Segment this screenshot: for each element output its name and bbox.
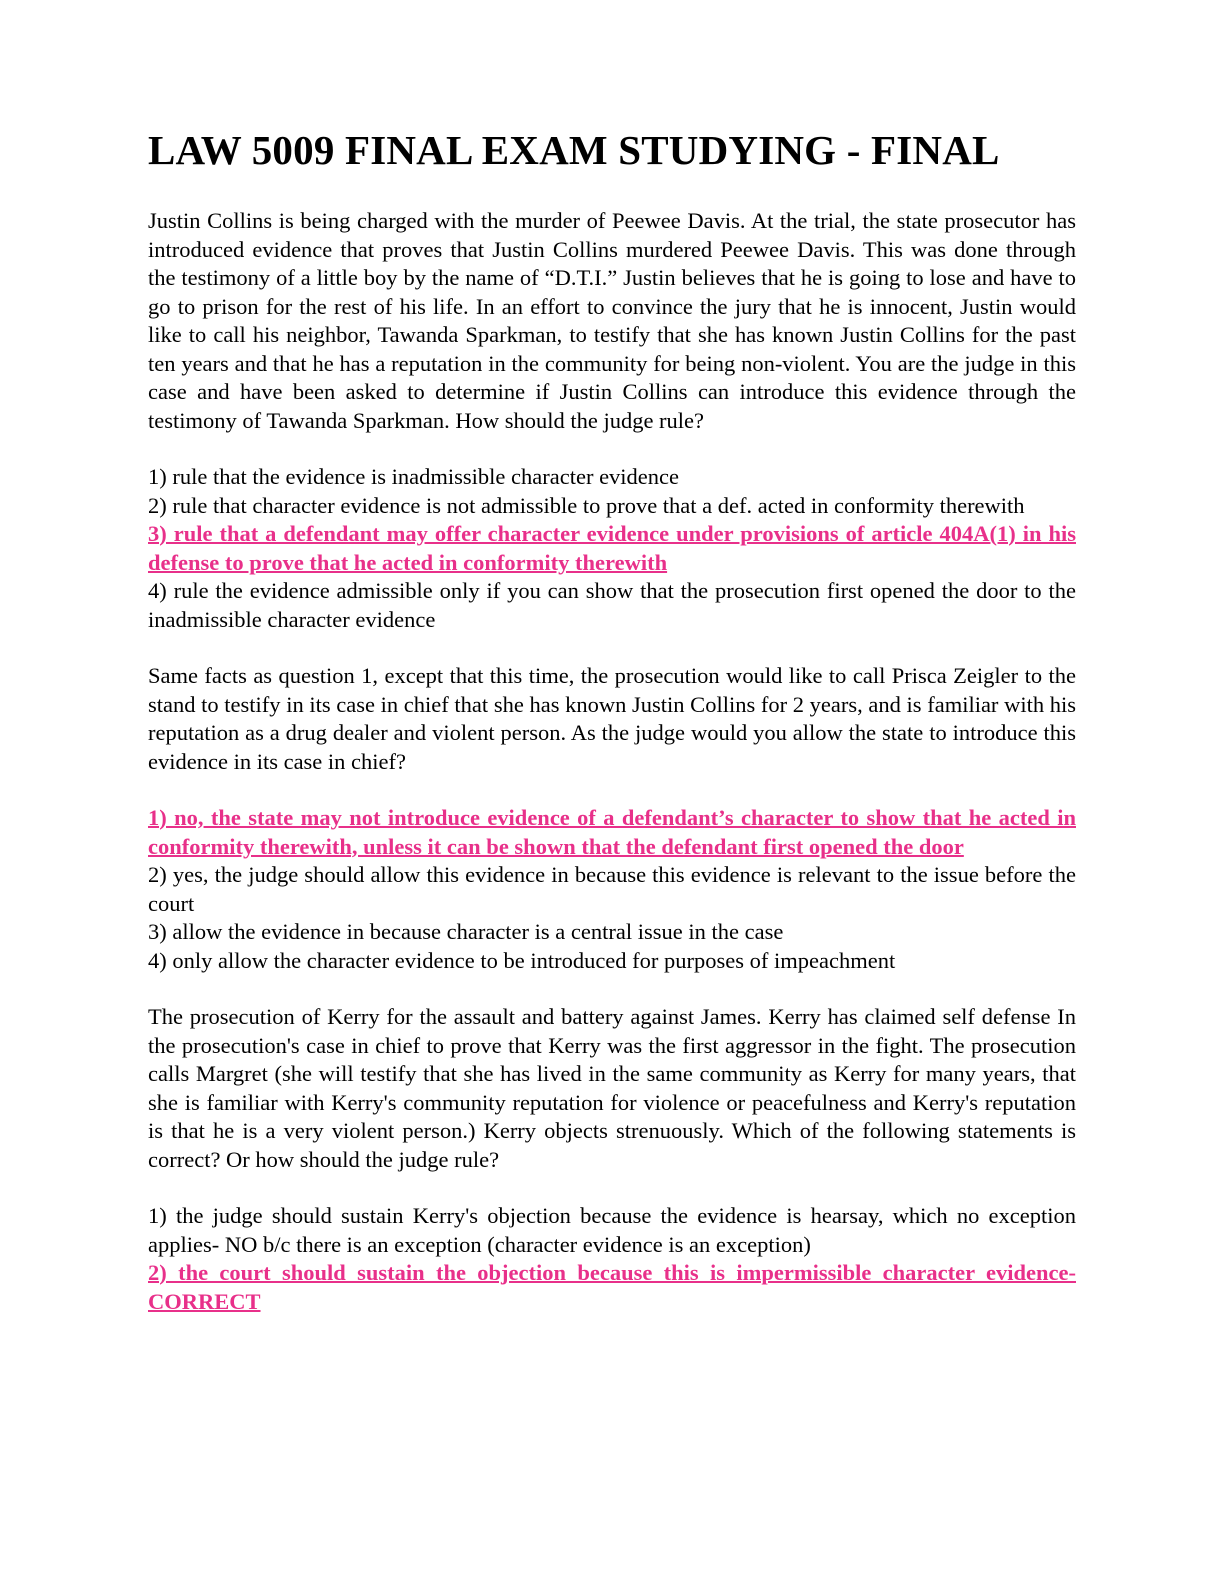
spacer (148, 776, 1076, 804)
option-1-4[interactable]: 4) rule the evidence admissible only if you can show that the prosecution first opened the door to the inadmissible character evidence (148, 578, 1076, 632)
page-title: LAW 5009 FINAL EXAM STUDYING - FINAL (148, 127, 1000, 173)
option-1-3[interactable]: 3) rule that a defendant may offer character evidence under provisions of article 404A(1) in his defense to prove that he acted in conformity therewith (148, 521, 1076, 575)
option-1-1[interactable]: 1) rule that the evidence is inadmissible character evidence (148, 464, 680, 490)
question-2-options (148, 804, 1076, 975)
question-1-prompt: Justin Collins is being charged with the murder of Peewee Davis. At the trial, the state prosecutor has introduced evidence that proves that Justin Collins murdered Peewee Davis. This was done through the testimony of a little boy by the name of “D.T.I.” Justin believes that he is going to lose and have to go to prison for the rest of his life. In an effort to convince the jury that he is innocent, Justin would like to call his neighbor, Tawanda Sparkman, to testify that she has known Justin Collins for the past ten years and that he has a reputation in the community for being non-violent. You are the judge in this case and have been asked to determine if Justin Collins can introduce this evidence through the testimony of Tawanda Sparkman. How should the judge rule? (148, 208, 1076, 433)
question-2-prompt: Same facts as question 1, except that this time, the prosecution would like to call Prisca Zeigler to the stand to testify in its case in chief that she has known Justin Collins for 2 years, and is familiar with his reputation as a drug dealer and violent person. As the judge would you allow the state to introduce this evidence in its case in chief? (148, 663, 1076, 774)
spacer (148, 975, 1076, 1003)
question-1-options (148, 463, 1076, 634)
option-2-1[interactable]: 1) no, the state may not introduce evidence of a defendant’s character to show that he acted in conformity therewith, unless it can be shown that the defendant first opened the door (148, 805, 1076, 859)
option-2-4[interactable]: 4) only allow the character evidence to be introduced for purposes of impeachment (148, 947, 896, 973)
option-3-1[interactable]: 1) the judge should sustain Kerry's objection because the evidence is hearsay, which no exception applies- NO b/c there is an exception (character evidence is an exception) (148, 1203, 1076, 1257)
option-2-3[interactable]: 3) allow the evidence in because character is a central issue in the case (148, 919, 784, 945)
question-3-options (148, 1202, 1076, 1316)
option-2-2[interactable]: 2) yes, the judge should allow this evidence in because this evidence is relevant to the issue before the court (148, 862, 1076, 916)
spacer (148, 435, 1076, 463)
question-3-prompt: The prosecution of Kerry for the assault and battery against James. Kerry has claimed self defense In the prosecution's case in chief to prove that Kerry was the first aggressor in the fight. The prosecution calls Margret (she will testify that she has lived in the same community as Kerry for many years, that she is familiar with Kerry's community reputation for violence or peacefulness and Kerry's reputation is that he is a very violent person.) Kerry objects strenuously. Which of the following statements is correct? Or how should the judge rule? (148, 1004, 1076, 1172)
option-3-2[interactable]: 2) the court should sustain the objection because this is impermissible character evidence- CORRECT (148, 1260, 1076, 1314)
spacer (148, 1174, 1076, 1202)
spacer (148, 634, 1076, 662)
option-1-2[interactable]: 2) rule that character evidence is not admissible to prove that a def. acted in conformity therewith (148, 492, 1025, 518)
